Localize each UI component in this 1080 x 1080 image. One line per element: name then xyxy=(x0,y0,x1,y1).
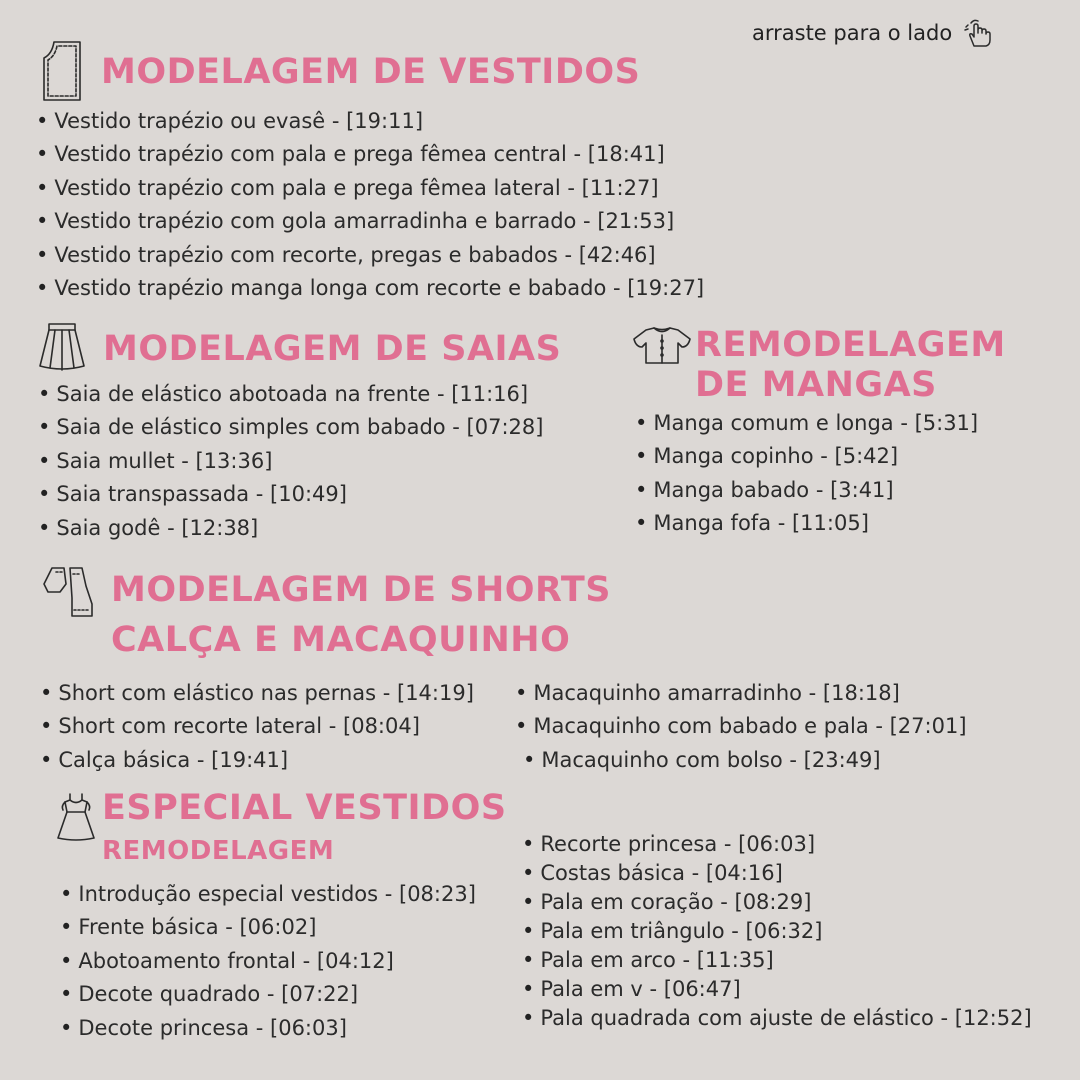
list-item: • Manga copinho - [5:42] xyxy=(635,440,978,473)
swipe-hint xyxy=(752,18,996,48)
list-item: • Decote quadrado - [07:22] xyxy=(60,978,476,1011)
list-item: • Vestido trapézio com pala e prega fêmea lateral - [11:27] xyxy=(36,172,704,205)
swipe-hint-text: arraste para o lado xyxy=(752,21,953,45)
list-item: • Pala em v - [06:47] xyxy=(522,975,1032,1004)
especial-list-left xyxy=(60,878,476,1045)
list-item: • Manga babado - [3:41] xyxy=(635,474,978,507)
especial-list-right xyxy=(522,830,1032,1033)
list-item: • Saia de elástico abotoada na frente - [11:16] xyxy=(38,378,543,411)
shorts-title-line2: CALÇA E MACAQUINHO xyxy=(111,620,571,660)
shirt-icon xyxy=(632,325,692,365)
list-item: • Frente básica - [06:02] xyxy=(60,911,476,944)
mangas-title-line2: DE MANGAS xyxy=(695,365,937,405)
list-item: • Saia mullet - [13:36] xyxy=(38,445,543,478)
shorts-title-line1: MODELAGEM DE SHORTS xyxy=(111,570,611,610)
list-item: • Saia de elástico simples com babado - [07:28] xyxy=(38,411,543,444)
list-item: • Short com elástico nas pernas - [14:19] xyxy=(40,677,474,710)
list-item: • Saia transpassada - [10:49] xyxy=(38,478,543,511)
list-item: • Decote princesa - [06:03] xyxy=(60,1012,476,1045)
shorts-list-right xyxy=(515,677,967,777)
list-item: • Vestido trapézio com recorte, pregas e babados - [42:46] xyxy=(36,239,704,272)
especial-title-line1: ESPECIAL VESTIDOS xyxy=(102,788,507,828)
list-item: • Saia godê - [12:38] xyxy=(38,512,543,545)
saias-list xyxy=(38,378,543,545)
list-item: • Recorte princesa - [06:03] xyxy=(522,830,1032,859)
list-item: • Manga comum e longa - [5:31] xyxy=(635,407,978,440)
list-item: • Vestido trapézio ou evasê - [19:11] xyxy=(36,105,704,138)
skirt-icon xyxy=(37,322,87,372)
mangas-list xyxy=(635,407,978,541)
list-item: • Introdução especial vestidos - [08:23] xyxy=(60,878,476,911)
list-item: • Vestido trapézio com gola amarradinha e barrado - [21:53] xyxy=(36,205,704,238)
shorts-list-left xyxy=(40,677,474,777)
dress-pattern-icon xyxy=(40,40,84,102)
list-item: • Macaquinho com babado e pala - [27:01] xyxy=(515,710,967,743)
especial-title-line2: REMODELAGEM xyxy=(102,836,335,866)
list-item: • Abotoamento frontal - [04:12] xyxy=(60,945,476,978)
list-item: • Manga fofa - [11:05] xyxy=(635,507,978,540)
list-item: • Calça básica - [19:41] xyxy=(40,744,474,777)
shorts-pattern-icon xyxy=(42,564,94,620)
list-item: • Vestido trapézio manga longa com recorte e babado - [19:27] xyxy=(36,272,704,305)
hand-swipe-icon xyxy=(962,18,996,48)
vestidos-title: MODELAGEM DE VESTIDOS xyxy=(101,52,641,92)
list-item: • Vestido trapézio com pala e prega fêmea central - [18:41] xyxy=(36,138,704,171)
list-item: • Pala quadrada com ajuste de elástico - [12:52] xyxy=(522,1004,1032,1033)
list-item: • Short com recorte lateral - [08:04] xyxy=(40,710,474,743)
list-item: • Pala em arco - [11:35] xyxy=(522,946,1032,975)
list-item: • Pala em coração - [08:29] xyxy=(522,888,1032,917)
dress-icon xyxy=(55,792,97,842)
list-item: • Macaquinho amarradinho - [18:18] xyxy=(515,677,967,710)
list-item: • Pala em triângulo - [06:32] xyxy=(522,917,1032,946)
list-item: • Costas básica - [04:16] xyxy=(522,859,1032,888)
saias-title: MODELAGEM DE SAIAS xyxy=(103,329,562,369)
mangas-title-line1: REMODELAGEM xyxy=(695,325,1006,365)
list-item: • Macaquinho com bolso - [23:49] xyxy=(523,744,967,777)
vestidos-list xyxy=(36,105,704,305)
